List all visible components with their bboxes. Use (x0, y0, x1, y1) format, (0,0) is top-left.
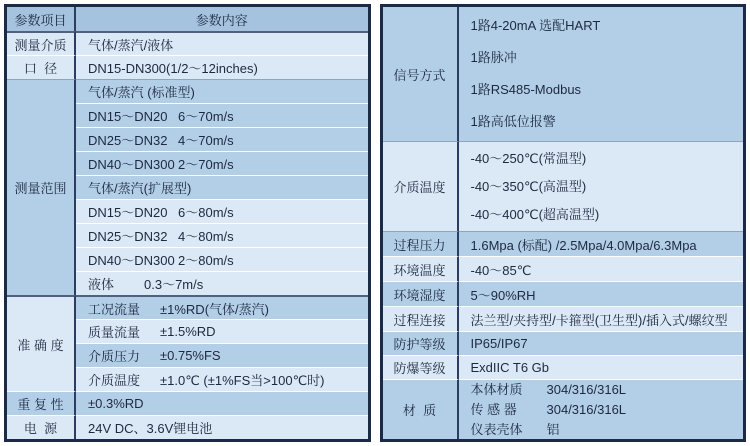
signal-line: 1路RS485-Modbus (470, 82, 582, 97)
cell-explosion-proof-value: ExdIIC T6 Gb (459, 355, 744, 379)
range-size: DN25～DN32 (88, 229, 168, 244)
accuracy-value: ±1.0℃ (±1%FS当>100℃时) (160, 373, 325, 388)
range-speed: 2～70m/s (178, 157, 234, 172)
accuracy-line (76, 367, 368, 391)
row-label-measuring-medium: 测量介质 (7, 31, 76, 55)
range-line-standard-title (76, 79, 368, 103)
range-speed: 6～70m/s (178, 109, 234, 124)
row-label-protection-rating: 防护等级 (383, 331, 459, 355)
range-size: DN40～DN300 (88, 253, 175, 268)
cell-signal-value (459, 7, 744, 141)
cell-material-value (459, 379, 744, 439)
row-label-repeatability: 重 复 性 (7, 391, 76, 415)
accuracy-item: 工况流量 (88, 301, 141, 317)
accuracy-value: ±0.75%FS (160, 348, 221, 363)
medium-temperature-line: -40～400℃(超高温型) (470, 206, 600, 222)
row-label-power: 电 源 (7, 415, 76, 439)
row-label-measuring-range: 测量范围 (7, 79, 76, 295)
row-label-accuracy: 准 确 度 (7, 295, 76, 391)
cell-diameter-value: DN15-DN300(1/2～12inches) (76, 55, 368, 79)
range-title: 气体/蒸汽(扩展型) (88, 181, 192, 196)
range-size: DN25～DN32 (88, 133, 168, 148)
range-size: 液体 (88, 277, 115, 292)
row-label-medium-temperature: 介质温度 (383, 141, 459, 231)
range-title: 气体/蒸汽 (标准型) (88, 85, 195, 100)
range-speed: 4～70m/s (178, 133, 234, 148)
accuracy-line (76, 319, 368, 343)
cell-protection-rating-value: IP65/IP67 (459, 331, 744, 355)
range-size: DN40～DN300 (88, 157, 175, 172)
medium-temperature-line: -40～350℃(高温型) (470, 178, 587, 194)
range-size: DN15～DN20 (88, 205, 168, 220)
accuracy-item: 介质压力 (88, 349, 141, 364)
range-size: DN15～DN20 (88, 109, 168, 124)
material-line (471, 420, 560, 440)
cell-medium-temperature-value (459, 141, 744, 231)
row-label-process-pressure: 过程压力 (383, 231, 459, 256)
accuracy-line (76, 295, 368, 319)
left-header-content: 参数内容 (76, 7, 368, 31)
accuracy-line (76, 343, 368, 367)
cell-power-value: 24V DC、3.6V锂电池 (76, 415, 368, 439)
range-line-liquid (76, 271, 368, 295)
cell-measuring-medium-value: 气体/蒸汽/液体 (76, 31, 368, 55)
range-line (76, 223, 368, 247)
row-label-explosion-proof: 防爆等级 (383, 355, 459, 379)
range-line (76, 247, 368, 271)
row-label-signal: 信号方式 (383, 7, 459, 141)
material-grade: 304/316/316L (546, 401, 627, 417)
cell-ambient-humidity-value: 5～90%RH (459, 281, 744, 306)
cell-process-pressure-value: 1.6Mpa (标配) /2.5Mpa/4.0Mpa/6.3Mpa (459, 231, 744, 256)
material-item: 传 感 器 (470, 401, 517, 417)
cell-repeatability-value: ±0.3%RD (76, 391, 368, 415)
accuracy-value: ±1%RD(气体/蒸汽) (160, 301, 269, 317)
signal-line: 1路4-20mA 选配HART (470, 18, 601, 33)
range-line-extended-title (76, 175, 368, 199)
material-grade: 铝 (546, 421, 560, 437)
accuracy-value: ±1.5%RD (160, 324, 216, 339)
accuracy-item: 介质温度 (88, 373, 141, 388)
range-speed: 2～80m/s (178, 253, 234, 268)
range-line (76, 199, 368, 223)
cell-ambient-temperature-value: -40～85℃ (459, 256, 744, 281)
accuracy-item: 质量流量 (88, 325, 141, 340)
range-line (76, 151, 368, 175)
material-line (471, 380, 627, 400)
left-header-item: 参数项目 (7, 7, 76, 31)
row-label-material: 材 质 (383, 379, 459, 439)
range-speed: 6～80m/s (178, 205, 234, 220)
material-item: 仪表壳体 (470, 421, 523, 437)
row-label-ambient-temperature: 环境温度 (383, 256, 459, 281)
signal-line: 1路脉冲 (470, 50, 517, 65)
spec-table-left (4, 4, 371, 442)
row-label-process-connection: 过程连接 (383, 306, 459, 331)
material-line (471, 400, 627, 420)
signal-line: 1路高低位报警 (470, 114, 556, 129)
material-item: 本体材质 (470, 381, 523, 397)
medium-temperature-line: -40～250℃(常温型) (470, 150, 587, 166)
range-line (76, 103, 368, 127)
material-grade: 304/316/316L (546, 381, 627, 397)
spec-table-right (380, 4, 747, 442)
range-speed: 0.3～7m/s (144, 277, 204, 292)
range-speed: 4～80m/s (178, 229, 234, 244)
row-label-diameter: 口 径 (7, 55, 76, 79)
range-line (76, 127, 368, 151)
row-label-ambient-humidity: 环境湿度 (383, 281, 459, 306)
cell-process-connection-value: 法兰型/夹持型/卡箍型(卫生型)/插入式/螺纹型 (459, 306, 744, 331)
